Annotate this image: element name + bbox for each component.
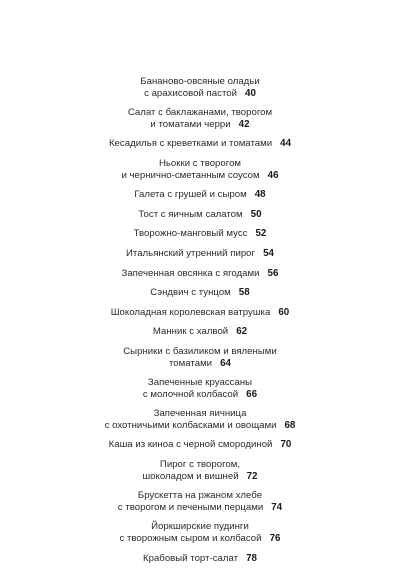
toc-entry-line <box>0 107 400 119</box>
toc-entry-line <box>0 553 400 565</box>
toc-entry-line <box>0 389 400 401</box>
table-of-contents <box>0 76 400 572</box>
toc-entry-line <box>0 88 400 100</box>
toc-entry-title: Творожно-манговый мусс <box>133 228 248 240</box>
toc-page-number: 60 <box>278 306 290 318</box>
toc-entry <box>0 287 400 299</box>
toc-entry-title: Каша из киноа с черной смородиной <box>108 439 273 451</box>
toc-entry <box>0 307 400 319</box>
toc-entry-line <box>0 209 400 221</box>
toc-entry-title: Итальянский утренний пирог <box>125 247 256 259</box>
toc-page-number: 56 <box>267 267 279 279</box>
toc-entry <box>0 107 400 130</box>
toc-entry-line <box>0 502 400 514</box>
toc-entry-line <box>0 439 400 451</box>
toc-entry-line <box>0 268 400 280</box>
toc-entry <box>0 76 400 99</box>
toc-entry-title: Галета с грушей и сыром <box>134 189 247 201</box>
toc-entry-title: Бананово-овсяные оладьи <box>140 76 260 87</box>
toc-entry-line <box>0 228 400 240</box>
toc-entry-title: Пирог с творогом, <box>159 459 241 471</box>
toc-page-number: 66 <box>246 388 258 400</box>
toc-entry-line <box>0 490 400 502</box>
toc-entry-line <box>0 138 400 150</box>
toc-entry-title: томатами <box>168 357 213 369</box>
toc-entry-title: Шоколадная королевская ватрушка <box>110 306 271 318</box>
toc-entry-title: Запеченная овсянка с ягодами <box>121 267 260 279</box>
toc-entry <box>0 248 400 260</box>
toc-entry <box>0 521 400 544</box>
toc-entry-title: с творожным сыром и колбасой <box>119 533 262 545</box>
toc-entry-title: Сырники с базиликом и вялеными <box>123 345 277 357</box>
toc-page-number: 74 <box>271 501 283 513</box>
toc-page-number: 76 <box>269 533 281 545</box>
toc-entry-title: Сэндвич с тунцом <box>150 287 231 299</box>
toc-entry-line <box>0 189 400 201</box>
toc-entry-line <box>0 521 400 533</box>
toc-page-number: 72 <box>246 470 258 482</box>
toc-entry-line <box>0 248 400 260</box>
toc-page-number: 46 <box>267 169 279 181</box>
toc-entry-line <box>0 408 400 420</box>
toc-entry-title: с арахисовой пастой <box>144 87 237 99</box>
toc-entry-title: с молочной колбасой <box>142 388 239 400</box>
toc-entry-line <box>0 287 400 299</box>
toc-page-number: 44 <box>280 138 292 150</box>
toc-page-number: 48 <box>254 189 266 201</box>
toc-page-number: 70 <box>280 439 292 451</box>
toc-entry <box>0 490 400 513</box>
toc-entry <box>0 346 400 369</box>
toc-entry <box>0 439 400 451</box>
toc-entry-line <box>0 326 400 338</box>
toc-entry-line <box>0 533 400 545</box>
toc-entry <box>0 459 400 482</box>
toc-entry-title: и томатами черри <box>150 118 231 130</box>
toc-entry <box>0 228 400 240</box>
toc-entry-line <box>0 420 400 432</box>
toc-page-number: 42 <box>238 118 250 130</box>
toc-entry-title: Крабовый торт-салат <box>142 552 239 564</box>
toc-entry-title: Йоркширские пудинги <box>151 521 249 533</box>
toc-entry-line <box>0 459 400 471</box>
toc-entry-line <box>0 377 400 389</box>
toc-page-number: 62 <box>236 326 248 338</box>
toc-entry <box>0 553 400 565</box>
toc-entry-line <box>0 170 400 182</box>
toc-entry-title: и чернично-сметанным соусом <box>121 169 260 181</box>
toc-entry <box>0 189 400 201</box>
toc-page-number: 54 <box>263 247 274 259</box>
toc-page-number: 58 <box>238 287 250 299</box>
toc-entry <box>0 209 400 221</box>
toc-entry-title: с охотничьими колбасками и овощами <box>104 419 277 431</box>
toc-entry-line <box>0 346 400 358</box>
toc-entry <box>0 408 400 431</box>
toc-entry <box>0 326 400 338</box>
toc-entry-title: Ньокки с творогом <box>158 157 242 169</box>
toc-entry <box>0 158 400 181</box>
toc-page-number: 68 <box>284 419 296 431</box>
toc-entry-title: Манник с халвой <box>152 326 229 338</box>
toc-entry-title: с творогом и печеными перцами <box>117 501 264 513</box>
toc-entry <box>0 138 400 150</box>
toc-entry-line <box>0 158 400 170</box>
toc-entry <box>0 268 400 280</box>
toc-entry-title: Запеченная яичница <box>153 408 247 420</box>
toc-entry-line <box>0 307 400 319</box>
toc-entry <box>0 377 400 400</box>
toc-entry-line <box>0 471 400 483</box>
toc-entry-line <box>0 76 400 88</box>
toc-page-number: 52 <box>255 228 267 240</box>
toc-page-number: 78 <box>246 552 257 564</box>
toc-entry-title: Брускетта на ржаном хлебе <box>137 490 263 502</box>
toc-page-number: 64 <box>220 357 232 369</box>
toc-entry-line <box>0 358 400 370</box>
toc-entry-title: Запеченные круассаны <box>147 377 253 389</box>
toc-entry-line <box>0 119 400 131</box>
toc-page-number: 40 <box>244 87 256 99</box>
toc-entry-title: Кесадилья с креветками и томатами <box>108 138 273 150</box>
toc-page-number: 50 <box>250 208 262 220</box>
toc-entry-title: шоколадом и вишней <box>142 470 239 482</box>
toc-entry-title: Тост с яичным салатом <box>138 208 243 220</box>
toc-entry-title: Салат с баклажанами, творогом <box>127 107 273 119</box>
